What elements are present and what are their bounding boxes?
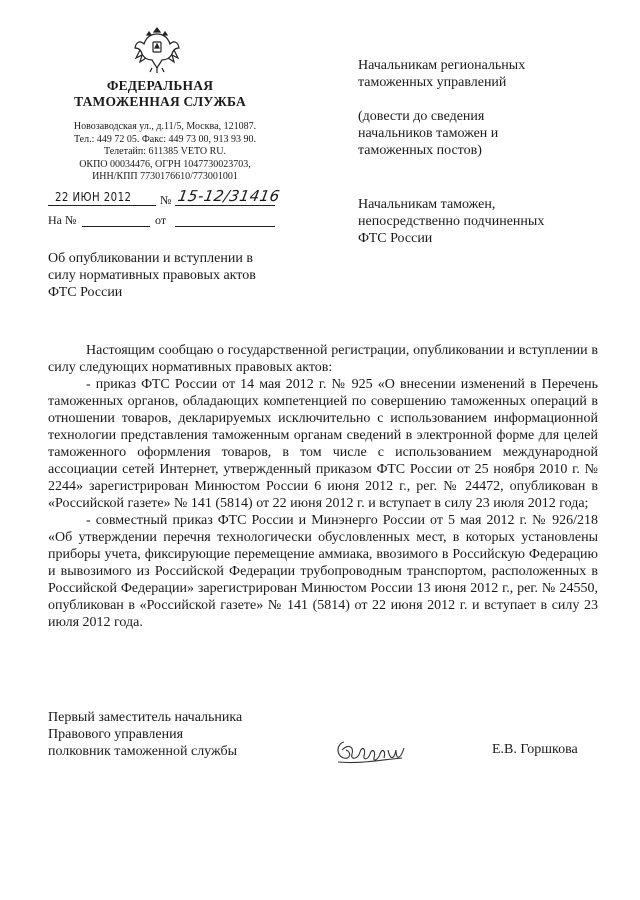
addressee-line: таможенных управлений	[358, 75, 507, 90]
addressee-regional-chiefs	[358, 57, 525, 91]
subject-line: ФТС России	[48, 285, 123, 300]
phone-line: Тел.: 449 72 05. Факс: 449 73 00, 913 93 90.	[73, 133, 257, 145]
handwritten-signature	[330, 730, 410, 770]
addressee-line: непосредственно подчиненных	[358, 214, 545, 229]
outgoing-date	[55, 190, 155, 204]
reference-date-label: от	[155, 213, 167, 227]
addressee-line: Начальникам региональных	[358, 58, 526, 73]
signatory-name: Е.В. Горшкова	[492, 742, 578, 757]
outgoing-date-value: 22 ИЮН 2012	[55, 190, 132, 204]
addressee-line: Начальникам таможен,	[358, 197, 496, 212]
position-line: Правового управления	[48, 727, 184, 742]
subject-line: Об опубликовании и вступлении в	[48, 251, 253, 266]
addressee-note	[358, 108, 498, 159]
reference-number-underline	[82, 226, 150, 227]
addressee-customs-chiefs	[358, 196, 544, 247]
organization-contacts	[50, 121, 280, 184]
subject-line: силу нормативных правовых актов	[48, 268, 256, 283]
body-paragraph: Настоящим сообщаю о государственной регистрации, опубликовании и вступлении в силу следующих нормативных правовых актов:	[48, 343, 598, 375]
position-line: полковник таможенной службы	[48, 744, 238, 759]
reference-number-label: На №	[48, 213, 77, 227]
letter-body	[48, 342, 598, 631]
number-underline	[175, 205, 275, 206]
body-paragraph: - совместный приказ ФТС России и Минэнерго России от 5 мая 2012 г. № 926/218 «Об утверждении перечня технологически обусловленных мест, в которых установлены приборы учета, фиксирующие перемещение аммиака, ввозимого в Российскую Федерацию и вывозимого из Российской Федерации трубопроводным транспортом, расположенных в Российской Федерации» зарегистрирован Минюстом России 13 июня 2012 г., рег. № 24550, опубликован в «Российской газете» № 141 (5814) от 22 июня 2012 г. и вступает в силу 23 июля 2012 года.	[48, 513, 598, 630]
teletype-line: Телетайп: 611385 VETO RU.	[103, 146, 226, 157]
inn-line: ИНН/КПП 7730176610/773001001	[92, 171, 238, 182]
org-name-line: ТАМОЖЕННАЯ СЛУЖБА	[74, 94, 246, 109]
date-underline	[48, 205, 156, 206]
address-line: Новозаводская ул., д.11/5, Москва, 121087.	[73, 121, 257, 132]
addressee-line: (довести до сведения	[358, 109, 485, 124]
letter-subject	[48, 250, 278, 301]
reference-date-underline	[175, 226, 275, 227]
org-name-line: ФЕДЕРАЛЬНАЯ	[106, 78, 214, 93]
addressee-line: ФТС России	[358, 231, 433, 246]
number-label: №	[160, 193, 172, 207]
addressee-line: таможенных постов)	[358, 143, 482, 158]
body-paragraph: - приказ ФТС России от 14 мая 2012 г. № 925 «О внесении изменений в Перечень таможенных органов, обладающих компетенцией по совершению таможенных операций в отношении товаров, декларируемых исключительно с использованием информационной технологии представления таможенным органам сведений в электронной форме для целей таможенного оформления товаров, в том числе с использованием международной ассоциации сетей Интернет, утвержденный приказом ФТС России от 25 ноября 2010 г. № 2244» зарегистрирован Минюстом России 6 июня 2012 г., рег. № 24472, опубликован в «Российской газете» № 141 (5814) от 22 июня 2012 г. и вступает в силу 23 июля 2012 года;	[48, 377, 598, 511]
signatory-position	[48, 709, 242, 760]
position-line: Первый заместитель начальника	[48, 710, 243, 725]
okpo-line: ОКПО 00034476, ОГРН 1047730023703,	[79, 158, 251, 170]
double-headed-eagle-emblem	[132, 22, 182, 74]
addressee-line: начальников таможен и	[358, 126, 499, 141]
outgoing-number: 15-12/31416	[176, 187, 282, 205]
organization-name	[60, 78, 260, 110]
